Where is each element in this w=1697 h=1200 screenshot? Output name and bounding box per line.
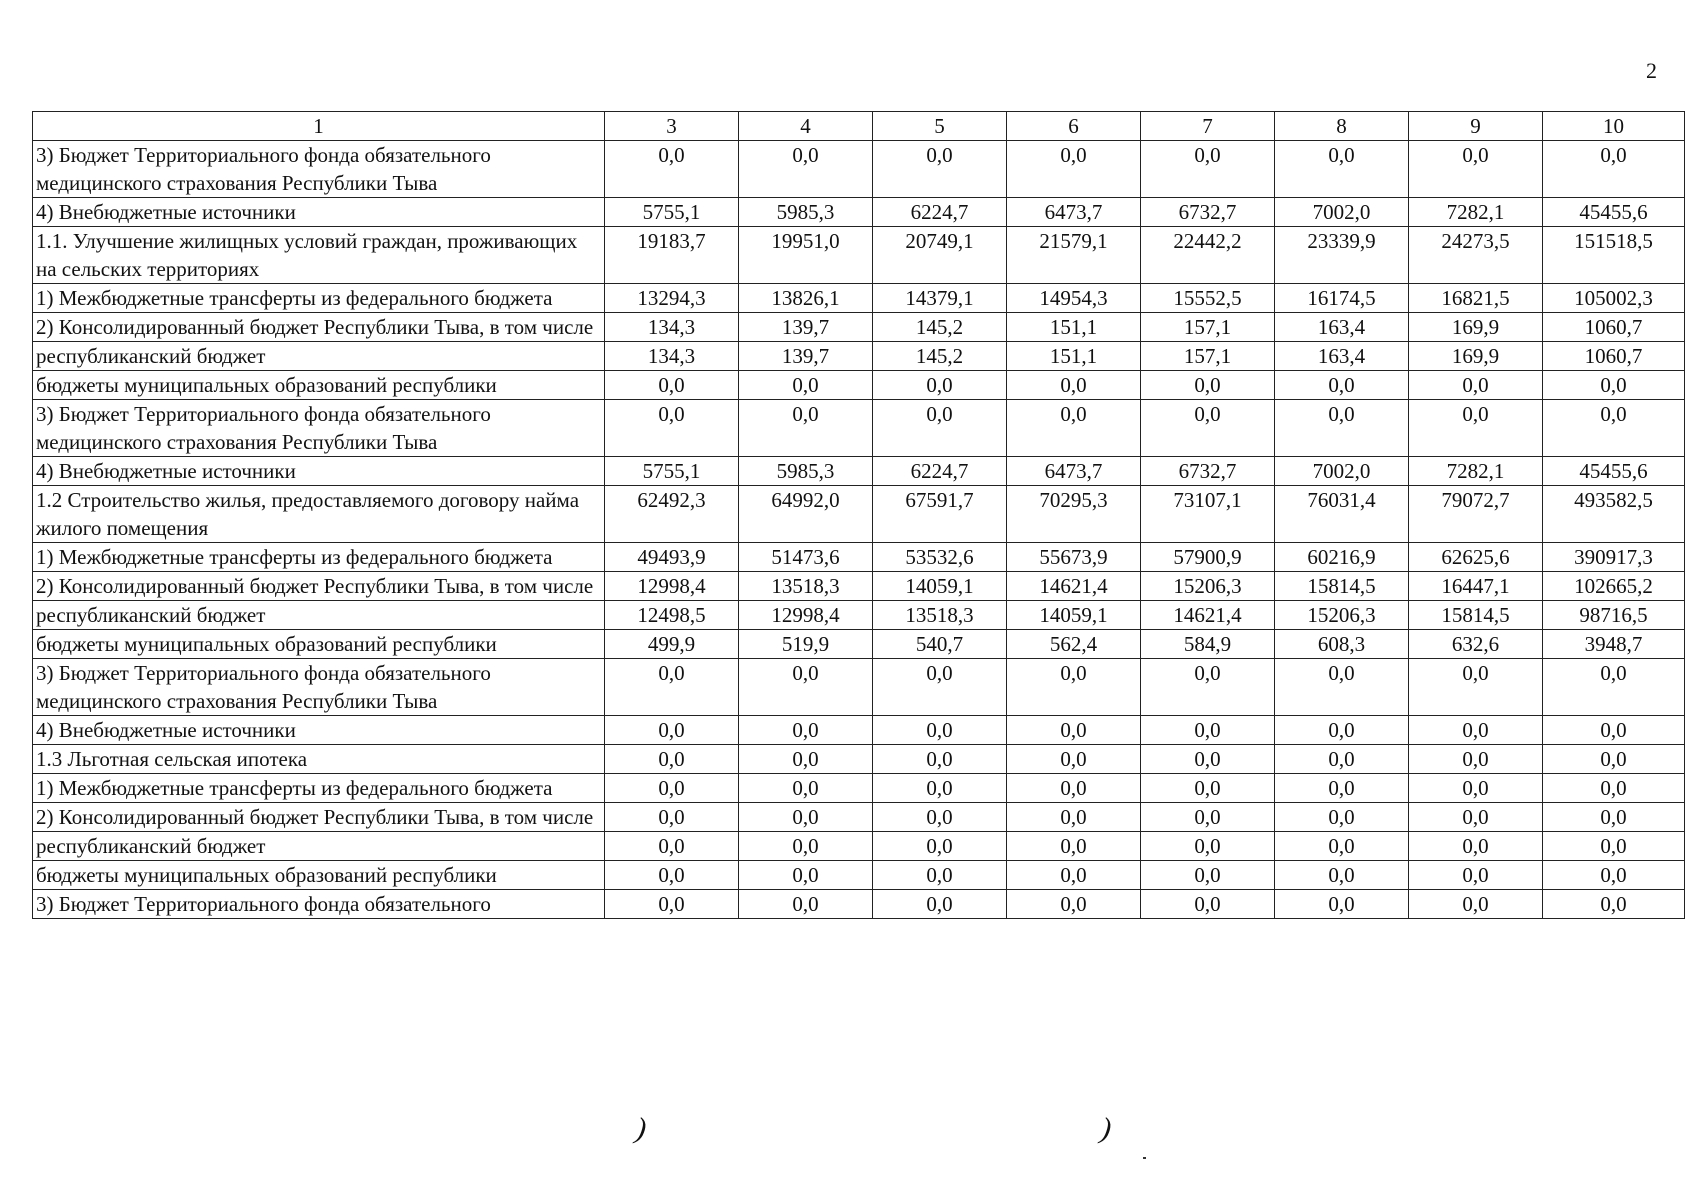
value-cell: 19183,7 bbox=[605, 227, 739, 284]
value-cell: 7002,0 bbox=[1275, 457, 1409, 486]
value-cell: 6224,7 bbox=[873, 198, 1007, 227]
table-row bbox=[33, 141, 1685, 198]
value-cell: 14621,4 bbox=[1141, 601, 1275, 630]
row-label: бюджеты муниципальных образований республики bbox=[33, 371, 605, 400]
table-row bbox=[33, 861, 1685, 890]
value-cell: 20749,1 bbox=[873, 227, 1007, 284]
value-cell: 16447,1 bbox=[1409, 572, 1543, 601]
value-cell: 62492,3 bbox=[605, 486, 739, 543]
value-cell: 13294,3 bbox=[605, 284, 739, 313]
value-cell: 0,0 bbox=[1007, 659, 1141, 716]
row-label: 1) Межбюджетные трансферты из федерального бюджета bbox=[33, 774, 605, 803]
value-cell: 13826,1 bbox=[739, 284, 873, 313]
value-cell: 0,0 bbox=[873, 716, 1007, 745]
value-cell: 0,0 bbox=[873, 803, 1007, 832]
value-cell: 0,0 bbox=[1275, 803, 1409, 832]
table-row bbox=[33, 486, 1685, 543]
value-cell: 151,1 bbox=[1007, 313, 1141, 342]
row-label: 3) Бюджет Территориального фонда обязательного медицинского страхования Республики Тыва bbox=[33, 400, 605, 457]
value-cell: 608,3 bbox=[1275, 630, 1409, 659]
table-row bbox=[33, 543, 1685, 572]
row-label: 3) Бюджет Территориального фонда обязательного bbox=[33, 890, 605, 919]
value-cell: 102665,2 bbox=[1543, 572, 1685, 601]
table-row bbox=[33, 890, 1685, 919]
value-cell: 12998,4 bbox=[605, 572, 739, 601]
value-cell: 163,4 bbox=[1275, 342, 1409, 371]
table-row bbox=[33, 745, 1685, 774]
value-cell: 15206,3 bbox=[1141, 572, 1275, 601]
value-cell: 13518,3 bbox=[873, 601, 1007, 630]
value-cell: 5985,3 bbox=[739, 457, 873, 486]
value-cell: 7282,1 bbox=[1409, 198, 1543, 227]
column-header: 4 bbox=[739, 112, 873, 141]
value-cell: 5755,1 bbox=[605, 457, 739, 486]
value-cell: 6473,7 bbox=[1007, 457, 1141, 486]
row-label: бюджеты муниципальных образований республики bbox=[33, 630, 605, 659]
value-cell: 0,0 bbox=[1543, 745, 1685, 774]
value-cell: 0,0 bbox=[605, 716, 739, 745]
value-cell: 0,0 bbox=[1543, 400, 1685, 457]
value-cell: 0,0 bbox=[1007, 716, 1141, 745]
table-row bbox=[33, 198, 1685, 227]
table-row bbox=[33, 457, 1685, 486]
value-cell: 0,0 bbox=[1409, 774, 1543, 803]
value-cell: 0,0 bbox=[739, 745, 873, 774]
value-cell: 14379,1 bbox=[873, 284, 1007, 313]
value-cell: 0,0 bbox=[873, 141, 1007, 198]
value-cell: 493582,5 bbox=[1543, 486, 1685, 543]
value-cell: 0,0 bbox=[1007, 141, 1141, 198]
table-row bbox=[33, 371, 1685, 400]
value-cell: 0,0 bbox=[605, 659, 739, 716]
value-cell: 134,3 bbox=[605, 342, 739, 371]
page-number: 2 bbox=[1646, 58, 1657, 83]
value-cell: 57900,9 bbox=[1141, 543, 1275, 572]
table-row bbox=[33, 342, 1685, 371]
value-cell: 15552,5 bbox=[1141, 284, 1275, 313]
table-row bbox=[33, 227, 1685, 284]
value-cell: 0,0 bbox=[739, 890, 873, 919]
value-cell: 145,2 bbox=[873, 313, 1007, 342]
value-cell: 0,0 bbox=[873, 659, 1007, 716]
value-cell: 0,0 bbox=[1409, 659, 1543, 716]
value-cell: 0,0 bbox=[1543, 803, 1685, 832]
row-label: 1) Межбюджетные трансферты из федерального бюджета bbox=[33, 543, 605, 572]
column-header: 6 bbox=[1007, 112, 1141, 141]
value-cell: 0,0 bbox=[605, 400, 739, 457]
value-cell: 157,1 bbox=[1141, 313, 1275, 342]
value-cell: 23339,9 bbox=[1275, 227, 1409, 284]
value-cell: 0,0 bbox=[605, 745, 739, 774]
value-cell: 0,0 bbox=[739, 803, 873, 832]
table-row bbox=[33, 716, 1685, 745]
column-header: 10 bbox=[1543, 112, 1685, 141]
row-label: 3) Бюджет Территориального фонда обязательного медицинского страхования Республики Тыва bbox=[33, 141, 605, 198]
value-cell: 67591,7 bbox=[873, 486, 1007, 543]
value-cell: 0,0 bbox=[605, 832, 739, 861]
value-cell: 0,0 bbox=[1409, 890, 1543, 919]
value-cell: 0,0 bbox=[1275, 774, 1409, 803]
value-cell: 632,6 bbox=[1409, 630, 1543, 659]
value-cell: 0,0 bbox=[1141, 371, 1275, 400]
table-row bbox=[33, 284, 1685, 313]
value-cell: 0,0 bbox=[1275, 371, 1409, 400]
value-cell: 16821,5 bbox=[1409, 284, 1543, 313]
value-cell: 0,0 bbox=[1543, 774, 1685, 803]
table-row bbox=[33, 832, 1685, 861]
row-label: республиканский бюджет bbox=[33, 601, 605, 630]
value-cell: 55673,9 bbox=[1007, 543, 1141, 572]
value-cell: 0,0 bbox=[739, 774, 873, 803]
value-cell: 0,0 bbox=[1007, 890, 1141, 919]
value-cell: 16174,5 bbox=[1275, 284, 1409, 313]
value-cell: 0,0 bbox=[873, 861, 1007, 890]
value-cell: 0,0 bbox=[1409, 141, 1543, 198]
value-cell: 0,0 bbox=[739, 832, 873, 861]
margin-mark: ) bbox=[1098, 1111, 1114, 1146]
row-label: бюджеты муниципальных образований республики bbox=[33, 861, 605, 890]
table-row bbox=[33, 313, 1685, 342]
value-cell: 0,0 bbox=[605, 803, 739, 832]
value-cell: 0,0 bbox=[1275, 141, 1409, 198]
value-cell: 0,0 bbox=[605, 861, 739, 890]
value-cell: 0,0 bbox=[1543, 659, 1685, 716]
value-cell: 19951,0 bbox=[739, 227, 873, 284]
value-cell: 0,0 bbox=[1141, 890, 1275, 919]
value-cell: 0,0 bbox=[1141, 141, 1275, 198]
value-cell: 0,0 bbox=[1275, 745, 1409, 774]
value-cell: 0,0 bbox=[1543, 141, 1685, 198]
value-cell: 169,9 bbox=[1409, 342, 1543, 371]
value-cell: 0,0 bbox=[1275, 890, 1409, 919]
value-cell: 157,1 bbox=[1141, 342, 1275, 371]
value-cell: 0,0 bbox=[1007, 400, 1141, 457]
value-cell: 0,0 bbox=[1141, 400, 1275, 457]
value-cell: 53532,6 bbox=[873, 543, 1007, 572]
column-header: 9 bbox=[1409, 112, 1543, 141]
value-cell: 0,0 bbox=[1409, 371, 1543, 400]
value-cell: 0,0 bbox=[1275, 400, 1409, 457]
value-cell: 64992,0 bbox=[739, 486, 873, 543]
table-row bbox=[33, 774, 1685, 803]
value-cell: 7282,1 bbox=[1409, 457, 1543, 486]
value-cell: 1060,7 bbox=[1543, 313, 1685, 342]
value-cell: 0,0 bbox=[739, 716, 873, 745]
value-cell: 0,0 bbox=[1409, 803, 1543, 832]
stray-dot bbox=[1143, 1157, 1146, 1159]
value-cell: 0,0 bbox=[873, 400, 1007, 457]
value-cell: 0,0 bbox=[1409, 745, 1543, 774]
value-cell: 139,7 bbox=[739, 313, 873, 342]
value-cell: 519,9 bbox=[739, 630, 873, 659]
value-cell: 0,0 bbox=[1543, 371, 1685, 400]
value-cell: 45455,6 bbox=[1543, 457, 1685, 486]
value-cell: 0,0 bbox=[1409, 861, 1543, 890]
row-label: 1.1. Улучшение жилищных условий граждан, проживающих на сельских территориях bbox=[33, 227, 605, 284]
value-cell: 12498,5 bbox=[605, 601, 739, 630]
column-header: 7 bbox=[1141, 112, 1275, 141]
value-cell: 1060,7 bbox=[1543, 342, 1685, 371]
column-header: 8 bbox=[1275, 112, 1409, 141]
column-header: 1 bbox=[33, 112, 605, 141]
table-row bbox=[33, 601, 1685, 630]
table-row bbox=[33, 630, 1685, 659]
value-cell: 15206,3 bbox=[1275, 601, 1409, 630]
value-cell: 73107,1 bbox=[1141, 486, 1275, 543]
value-cell: 5985,3 bbox=[739, 198, 873, 227]
value-cell: 0,0 bbox=[739, 371, 873, 400]
value-cell: 0,0 bbox=[1543, 716, 1685, 745]
value-cell: 151,1 bbox=[1007, 342, 1141, 371]
value-cell: 0,0 bbox=[1007, 774, 1141, 803]
value-cell: 49493,9 bbox=[605, 543, 739, 572]
value-cell: 15814,5 bbox=[1275, 572, 1409, 601]
value-cell: 0,0 bbox=[1409, 832, 1543, 861]
value-cell: 0,0 bbox=[1007, 371, 1141, 400]
row-label: 4) Внебюджетные источники bbox=[33, 457, 605, 486]
value-cell: 145,2 bbox=[873, 342, 1007, 371]
column-header: 5 bbox=[873, 112, 1007, 141]
table-row bbox=[33, 400, 1685, 457]
value-cell: 499,9 bbox=[605, 630, 739, 659]
value-cell: 0,0 bbox=[873, 774, 1007, 803]
handwritten-marks bbox=[0, 1112, 1697, 1152]
value-cell: 0,0 bbox=[1141, 832, 1275, 861]
value-cell: 0,0 bbox=[605, 890, 739, 919]
value-cell: 98716,5 bbox=[1543, 601, 1685, 630]
value-cell: 0,0 bbox=[605, 371, 739, 400]
value-cell: 6473,7 bbox=[1007, 198, 1141, 227]
value-cell: 0,0 bbox=[1007, 832, 1141, 861]
value-cell: 0,0 bbox=[1007, 803, 1141, 832]
value-cell: 0,0 bbox=[605, 774, 739, 803]
value-cell: 6732,7 bbox=[1141, 198, 1275, 227]
value-cell: 0,0 bbox=[1543, 890, 1685, 919]
value-cell: 6732,7 bbox=[1141, 457, 1275, 486]
value-cell: 0,0 bbox=[1275, 716, 1409, 745]
value-cell: 562,4 bbox=[1007, 630, 1141, 659]
value-cell: 70295,3 bbox=[1007, 486, 1141, 543]
value-cell: 390917,3 bbox=[1543, 543, 1685, 572]
row-label: 4) Внебюджетные источники bbox=[33, 198, 605, 227]
value-cell: 0,0 bbox=[1141, 861, 1275, 890]
row-label: 4) Внебюджетные источники bbox=[33, 716, 605, 745]
row-label: 2) Консолидированный бюджет Республики Тыва, в том числе bbox=[33, 313, 605, 342]
value-cell: 105002,3 bbox=[1543, 284, 1685, 313]
value-cell: 0,0 bbox=[739, 659, 873, 716]
value-cell: 5755,1 bbox=[605, 198, 739, 227]
value-cell: 163,4 bbox=[1275, 313, 1409, 342]
value-cell: 0,0 bbox=[1409, 716, 1543, 745]
value-cell: 0,0 bbox=[873, 745, 1007, 774]
value-cell: 76031,4 bbox=[1275, 486, 1409, 543]
value-cell: 14954,3 bbox=[1007, 284, 1141, 313]
value-cell: 51473,6 bbox=[739, 543, 873, 572]
value-cell: 0,0 bbox=[1007, 861, 1141, 890]
value-cell: 0,0 bbox=[1141, 716, 1275, 745]
value-cell: 13518,3 bbox=[739, 572, 873, 601]
row-label: 2) Консолидированный бюджет Республики Тыва, в том числе bbox=[33, 572, 605, 601]
row-label: 1) Межбюджетные трансферты из федерального бюджета bbox=[33, 284, 605, 313]
value-cell: 0,0 bbox=[739, 141, 873, 198]
value-cell: 21579,1 bbox=[1007, 227, 1141, 284]
value-cell: 12998,4 bbox=[739, 601, 873, 630]
row-label: 2) Консолидированный бюджет Республики Тыва, в том числе bbox=[33, 803, 605, 832]
value-cell: 0,0 bbox=[873, 371, 1007, 400]
value-cell: 0,0 bbox=[1543, 861, 1685, 890]
budget-table bbox=[32, 111, 1685, 919]
value-cell: 24273,5 bbox=[1409, 227, 1543, 284]
table-row bbox=[33, 572, 1685, 601]
value-cell: 0,0 bbox=[739, 400, 873, 457]
table-body bbox=[33, 141, 1685, 919]
value-cell: 0,0 bbox=[1275, 861, 1409, 890]
value-cell: 15814,5 bbox=[1409, 601, 1543, 630]
value-cell: 62625,6 bbox=[1409, 543, 1543, 572]
header-row bbox=[33, 112, 1685, 141]
value-cell: 0,0 bbox=[1275, 832, 1409, 861]
value-cell: 45455,6 bbox=[1543, 198, 1685, 227]
value-cell: 79072,7 bbox=[1409, 486, 1543, 543]
value-cell: 6224,7 bbox=[873, 457, 1007, 486]
value-cell: 134,3 bbox=[605, 313, 739, 342]
value-cell: 14059,1 bbox=[873, 572, 1007, 601]
value-cell: 151518,5 bbox=[1543, 227, 1685, 284]
margin-mark: ) bbox=[633, 1111, 649, 1146]
value-cell: 0,0 bbox=[1141, 803, 1275, 832]
row-label: республиканский бюджет bbox=[33, 832, 605, 861]
row-label: 1.3 Льготная сельская ипотека bbox=[33, 745, 605, 774]
value-cell: 0,0 bbox=[873, 832, 1007, 861]
value-cell: 0,0 bbox=[1141, 659, 1275, 716]
value-cell: 139,7 bbox=[739, 342, 873, 371]
table-row bbox=[33, 659, 1685, 716]
table-row bbox=[33, 803, 1685, 832]
value-cell: 584,9 bbox=[1141, 630, 1275, 659]
value-cell: 0,0 bbox=[739, 861, 873, 890]
row-label: 1.2 Строительство жилья, предоставляемого договору найма жилого помещения bbox=[33, 486, 605, 543]
value-cell: 169,9 bbox=[1409, 313, 1543, 342]
row-label: 3) Бюджет Территориального фонда обязательного медицинского страхования Республики Тыва bbox=[33, 659, 605, 716]
value-cell: 540,7 bbox=[873, 630, 1007, 659]
value-cell: 0,0 bbox=[1275, 659, 1409, 716]
value-cell: 14059,1 bbox=[1007, 601, 1141, 630]
value-cell: 0,0 bbox=[605, 141, 739, 198]
value-cell: 60216,9 bbox=[1275, 543, 1409, 572]
value-cell: 0,0 bbox=[1141, 745, 1275, 774]
value-cell: 14621,4 bbox=[1007, 572, 1141, 601]
row-label: республиканский бюджет bbox=[33, 342, 605, 371]
value-cell: 22442,2 bbox=[1141, 227, 1275, 284]
value-cell: 0,0 bbox=[873, 890, 1007, 919]
value-cell: 0,0 bbox=[1409, 400, 1543, 457]
value-cell: 0,0 bbox=[1007, 745, 1141, 774]
column-header: 3 bbox=[605, 112, 739, 141]
value-cell: 0,0 bbox=[1141, 774, 1275, 803]
value-cell: 7002,0 bbox=[1275, 198, 1409, 227]
value-cell: 3948,7 bbox=[1543, 630, 1685, 659]
value-cell: 0,0 bbox=[1543, 832, 1685, 861]
